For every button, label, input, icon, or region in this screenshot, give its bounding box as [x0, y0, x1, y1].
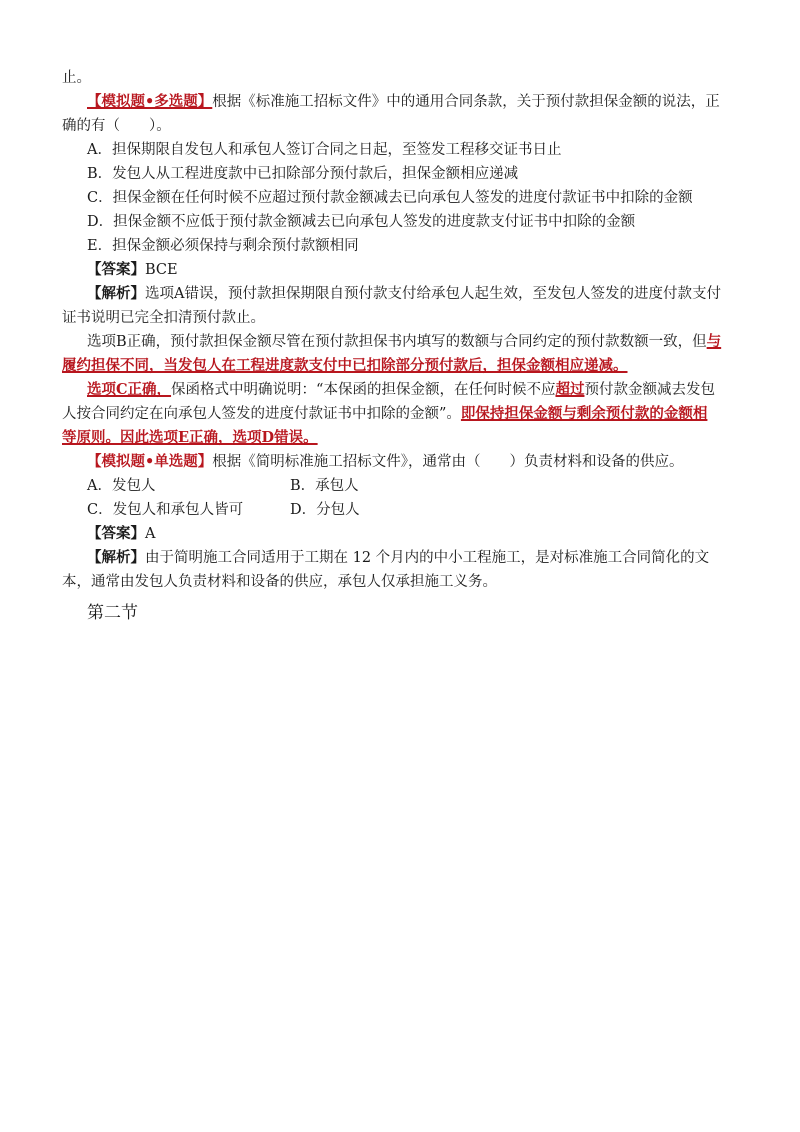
paragraph-option-b-line1: [62, 330, 742, 354]
paragraph-option-b-line2: [62, 354, 742, 378]
answer-label: 【答案】: [87, 525, 145, 542]
question-2-option-a: A．发包人: [87, 478, 156, 494]
question-2-options-row1: [62, 474, 742, 498]
question-2-tag: 【模拟题•单选题】: [87, 453, 213, 470]
question-1-option-a: A．担保期限自发包人和承包人签订合同之日起，至签发工程移交证书日止: [87, 142, 562, 158]
paragraph-option-c-red-word: 超过: [555, 381, 585, 398]
question-1-stem-line2: 确的有（ ）。: [62, 118, 171, 134]
paragraph-option-c-red-conclusion: 等原则。因此选项E正确，选项D错误。: [62, 429, 318, 446]
question-2-stem: [62, 450, 742, 474]
question-1-option-e: E．担保金额必须保持与剩余预付款额相同: [87, 238, 359, 254]
paragraph-option-c-red-text: 即保持担保金额与剩余预付款的金额相: [460, 405, 708, 422]
analysis-label: 【解析】: [87, 285, 145, 302]
answer-label: 【答案】: [87, 261, 145, 278]
paragraph-option-b-red-text-3: 当发包人在工程进度款支付中已扣除部分预付款后，担保金额相应递减。: [163, 357, 628, 374]
question-1-tag: 【模拟题•多选题】: [87, 93, 213, 110]
question-1-option-d: D．担保金额不应低于预付款金额减去已向承包人签发的进度款支付证书中扣除的金额: [87, 214, 636, 230]
analysis-text: 选项A错误，预付款担保期限自预付款支付给承包人起生效，至发包人签发的进度付款支付: [145, 286, 721, 302]
question-1-analysis-line1: [62, 282, 742, 306]
analysis-text: 由于简明施工合同适用于工期在 12 个月内的中小工程施工，是对标准施工合同简化的文: [145, 550, 710, 566]
paragraph-option-b-text: 选项B正确，预付款担保金额尽管在预付款担保书内填写的数额与合同约定的预付款数额一致，但: [87, 334, 707, 350]
paragraph-option-c-line1: [62, 378, 742, 402]
question-2-options-row2: [62, 498, 742, 522]
answer-value: BCE: [145, 262, 178, 278]
question-2-option-c: C．发包人和承包人皆可: [87, 502, 244, 518]
paragraph-option-b-red-text-2: 履约担保不同，: [62, 357, 164, 374]
question-2-option-b: B．承包人: [290, 478, 359, 494]
question-1-stem-text: 根据《标准施工招标文件》中的通用合同条款，关于预付款担保金额的说法，正: [212, 94, 720, 110]
document-body: [62, 66, 742, 628]
question-1-option-b: B．发包人从工程进度款中已扣除部分预付款后，担保金额相应递减: [87, 166, 519, 182]
paragraph-option-c-line3: [62, 426, 742, 450]
section-heading: 第二节: [87, 603, 138, 623]
paragraph-option-c-line2: [62, 402, 742, 426]
question-1-analysis-line2: 证书说明已完全扣清预付款止。: [62, 310, 265, 326]
paragraph-option-c-text: 保函格式中明确说明：“本保函的担保金额，在任何时候不应: [171, 382, 556, 398]
question-1-option-c: C．担保金额在任何时候不应超过预付款金额减去已向承包人签发的进度付款证书中扣除的金额: [87, 190, 693, 206]
question-2-option-d: D．分包人: [290, 502, 360, 518]
paragraph-option-c-text-2: 预付款金额减去发包: [584, 382, 715, 398]
answer-value: A: [145, 526, 156, 542]
continuation-text: 止。: [62, 70, 91, 86]
question-2-analysis-line2: 本，通常由发包人负责材料和设备的供应，承包人仅承担施工义务。: [62, 574, 497, 590]
question-2-stem-text: 根据《简明标准施工招标文件》，通常由（ ）负责材料和设备的供应。: [212, 454, 684, 470]
paragraph-option-c-red-lead: 选项C正确，: [87, 381, 172, 398]
paragraph-option-b-red-text: 与: [706, 333, 722, 350]
question-1-answer: [62, 258, 742, 282]
question-1-stem-line1: [62, 90, 742, 114]
question-2-answer: [62, 522, 742, 546]
analysis-label: 【解析】: [87, 549, 145, 566]
question-2-analysis-line1: [62, 546, 742, 570]
paragraph-option-c-text-3: 人按合同约定在向承包人签发的进度付款证书中扣除的金额”。: [62, 406, 461, 422]
